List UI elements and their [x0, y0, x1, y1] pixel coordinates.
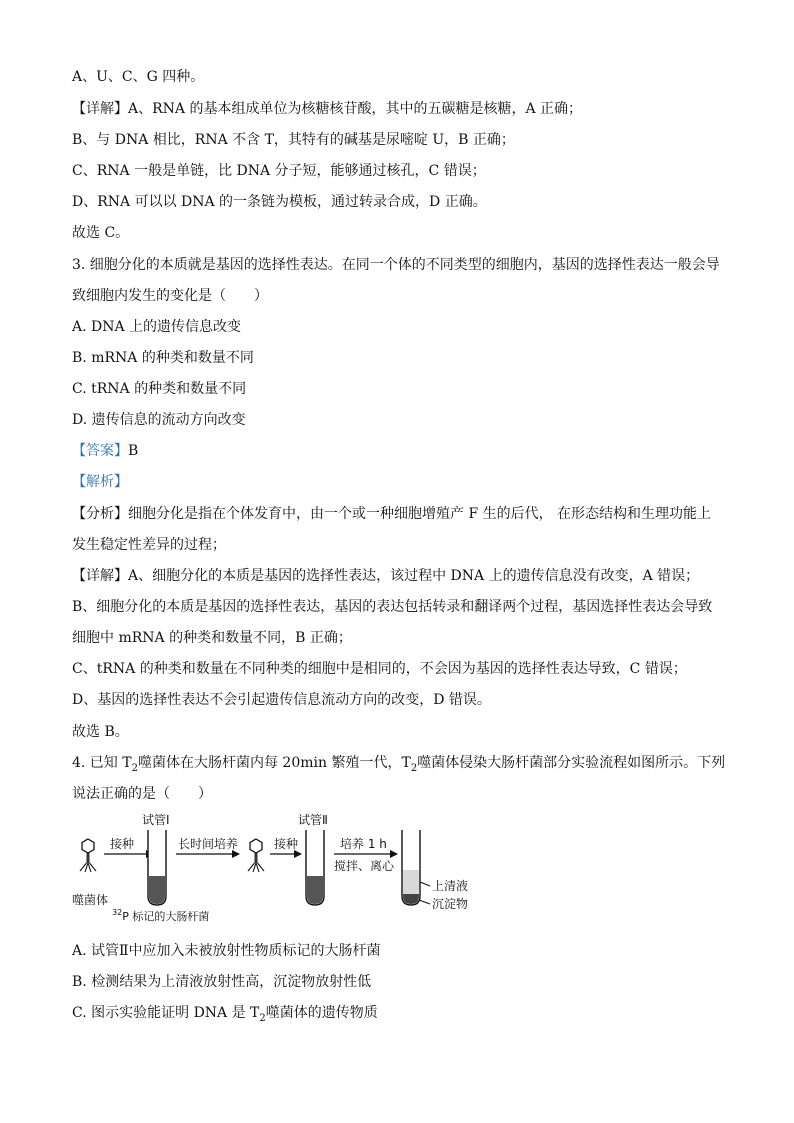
- option-a: A. DNA 上的遗传信息改变: [72, 319, 242, 335]
- phage-label: 噬菌体: [72, 893, 109, 907]
- culture-label: 培养 1 h: [340, 837, 387, 851]
- q4-option-a: A. 试管Ⅱ中应加入未被放射性物质标记的大肠杆菌: [72, 943, 381, 959]
- text-line: 发生稳定性差异的过程；: [72, 537, 226, 553]
- q4-option-b: B. 检测结果为上清液放射性高，沉淀物放射性低: [72, 974, 372, 990]
- question-4-stem: 说法正确的是（ ）: [72, 786, 212, 802]
- tube-1-label: 试管Ⅰ: [142, 813, 170, 827]
- ecoli-label: $^{32}$P 标记的大肠杆菌: [112, 908, 210, 923]
- text-line: B、与 DNA 相比，RNA 不含 T，其特有的碱基是尿嘧啶 U，B 正确；: [72, 132, 515, 148]
- answer-tag: 【答案】: [72, 443, 128, 459]
- test-tube-1: [148, 830, 166, 905]
- supernatant-label: 上清液: [432, 879, 469, 893]
- test-tube-2: [306, 830, 324, 905]
- answer-line: [72, 442, 138, 460]
- stir-centrifuge-label: 搅拌、离心: [334, 859, 395, 873]
- analysis-tag: 【解析】: [72, 474, 128, 490]
- text-line: C、RNA 一般是单链，比 DNA 分子短，能够通过核孔，C 错误；: [72, 163, 486, 179]
- text-line: 【详解】A、RNA 的基本组成单位为核糖核苷酸，其中的五碳糖是核糖，A 正确；: [72, 101, 583, 117]
- text-line: C、tRNA 的种类和数量在不同种类的细胞中是相同的，不会因为基因的选择性表达导致，C 错误；: [72, 661, 687, 677]
- arrow-2-head: [232, 850, 240, 858]
- text-line: A、U、C、G 四种。: [72, 69, 205, 85]
- text-line: 故选 C。: [72, 225, 130, 241]
- text-line: 故选 B。: [72, 724, 129, 740]
- long-culture-label: 长时间培养: [178, 837, 239, 851]
- option-b: B. mRNA 的种类和数量不同: [72, 350, 254, 366]
- text-line: 【分析】细胞分化是指在个体发育中，由一个或一种细胞增殖产 F 生的后代， 在形态结构和生理功能上: [72, 506, 712, 522]
- inoculate-label-1: 接种: [110, 837, 135, 851]
- analysis-line: [72, 473, 128, 491]
- question-3-stem: 致细胞内发生的变化是（ ）: [72, 288, 268, 304]
- text-line: 细胞中 mRNA 的种类和数量不同，B 正确；: [72, 630, 352, 646]
- precipitate-label: 沉淀物: [432, 897, 469, 911]
- option-c: C. tRNA 的种类和数量不同: [72, 381, 247, 397]
- precipitate-pointer: [419, 900, 430, 904]
- supernatant-pointer: [420, 882, 430, 886]
- question-4-stem: 4. 已知 $T_2$噬菌体在大肠杆菌内每 20min 繁殖一代，$T_2$噬菌体侵染大肠杆菌部分实验流程如图所示。下列: [72, 755, 726, 774]
- experiment-figure: [72, 812, 492, 930]
- answer-value: B: [128, 443, 139, 459]
- text-line: D、RNA 可以以 DNA 的一条链为模板，通过转录合成，D 正确。: [72, 194, 487, 210]
- text-line: 【详解】A、细胞分化的本质是基因的选择性表达，该过程中 DNA 上的遗传信息没有改变，A 错误；: [72, 568, 700, 584]
- text-line: B、细胞分化的本质是基因的选择性表达，基因的表达包括转录和翻译两个过程，基因选择性表达会导致: [72, 599, 713, 615]
- q4-option-c: C. 图示实验能证明 DNA 是 $T_2$噬菌体的遗传物质: [72, 1005, 378, 1024]
- arrow-4-head: [390, 850, 398, 858]
- tube-2-label: 试管Ⅱ: [298, 813, 328, 827]
- inoculate-label-2: 接种: [274, 837, 299, 851]
- phage-icon: [248, 839, 264, 872]
- arrow-3-head: [294, 850, 302, 858]
- text-line: D、基因的选择性表达不会引起遗传信息流动方向的改变，D 错误。: [72, 692, 491, 708]
- question-3-stem: 3. 细胞分化的本质就是基因的选择性表达。在同一个体的不同类型的细胞内，基因的选择性表达一般会导: [72, 257, 720, 273]
- phage-icon: [80, 839, 96, 872]
- option-d: D. 遗传信息的流动方向改变: [72, 412, 246, 428]
- centrifuge-tube: [402, 830, 420, 905]
